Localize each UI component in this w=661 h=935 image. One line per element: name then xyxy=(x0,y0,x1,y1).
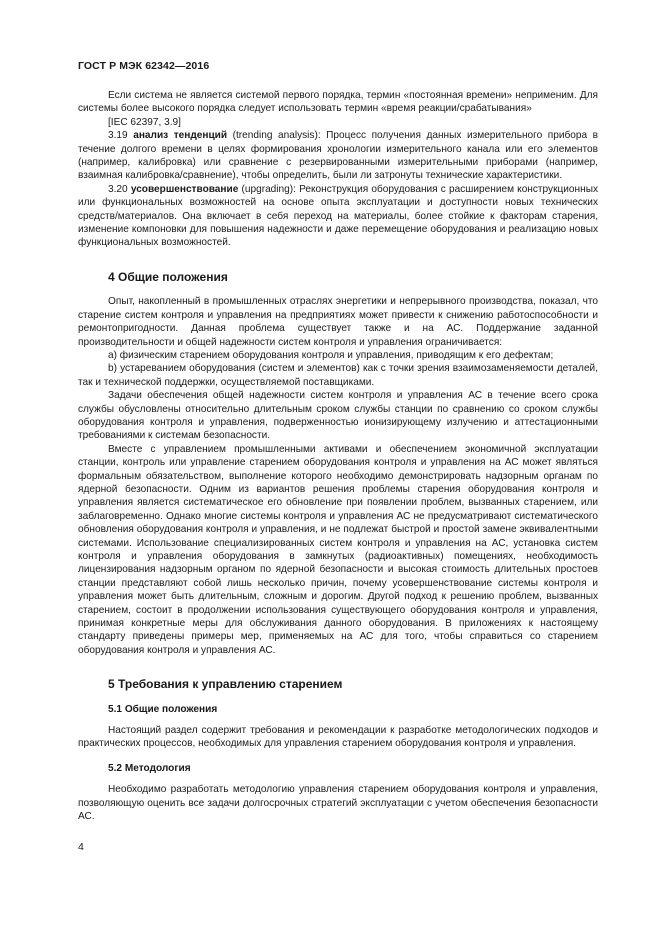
section-5-2-heading: 5.2 Методология xyxy=(108,762,191,774)
reference-iec-62397: [IEC 62397, 3.9] xyxy=(108,116,181,128)
term-number: 3.20 xyxy=(108,183,128,195)
section-4-paragraph-3: Вместе с управлением промышленными активами и обеспечением экономичной эксплуатации станции, контроль или управление старением оборудования контроля и управления на АС может являться формальным обязательством, выполнение которого необходимо демонстрировать надзорным органам по ядерной безопасности. Одним из вариантов решения проблемы старения оборудования контроля и управления является систематическое его обновление при появлении проблем, вызванных старением, или заблаговременно. Однако многие системы контроля и управления АС не предусматривают систематического обновления оборудования контроля и управления, и не подлежат быстрой и простой замене эквивалентными системами. Использование специализированных систем контроля и управления на АС, установка систем контроля и управления оборудования в замкнутых (радиоактивных) помещениях, необходимость лицензирования надзорным органом по ядерной безопасности и высокая стоимость длительных простоев станции представляют собой лишь несколько причин, почему усовершенствование системы контроля и управления может быть длительным, сложным и дорогим. Другой подход к решению проблем, вызванных старением, состоит в продолжении использования существующего оборудования контроля и управления, принимая конкретные меры для обслуживания данного оборудования. В приложениях к настоящему стандарту приведены примеры мер, применяемых на АС для того, чтобы справиться со старением оборудования контроля и управления АС. xyxy=(78,443,598,656)
page-number: 4 xyxy=(78,841,84,853)
term-3-19 xyxy=(78,129,598,183)
section-4-item-b: b) устареванием оборудования (систем и элементов) как с точки зрения взаимозаменяемости деталей, так и технической поддержки, осуществляемой поставщиками. xyxy=(78,363,598,388)
term-number: 3.19 xyxy=(108,130,128,142)
page-content xyxy=(78,89,598,824)
section-5-2-text: Необходимо разработать методологию управления старением оборудования контроля и управления, позволяющую оценить все задачи долгосрочных стратегий эксплуатации с учетом обеспечения безопасности АС. xyxy=(78,784,598,823)
section-5-1-heading: 5.1 Общие положения xyxy=(108,703,218,715)
term-definition: (upgrading): Реконструкция оборудования с расширением конструкционных или функциональных возможностей на основе опыта эксплуатации и доступности новых технических средств/материалов. Она включает в себя переход на материалы, более стойкие к факторам старения, изменение компоновки для повышения надежности и даже перемещение оборудования и реализацию новых функциональных возможностей. xyxy=(78,183,598,249)
section-5-1-text: Настоящий раздел содержит требования и рекомендации к разработке методологических подходов и практических процессов, необходимых для управления старением оборудования контроля и управления. xyxy=(78,725,598,750)
term-title: усовершенствование xyxy=(130,183,239,195)
paragraph-time-constant-note: Если система не является системой первого порядка, термин «постоянная времени» неприменим. Для системы более высокого порядка следует использовать термин «время реакции/срабатывания» xyxy=(78,90,598,115)
section-4-paragraph-1: Опыт, накопленный в промышленных отраслях энергетики и непрерывного производства, показал, что старение систем контроля и управления на предприятиях может привести к снижению работоспособности и ремонтопригодности. Данная проблема существует также и на АС. Поддержание заданной производительности и общей надежности систем контроля и управления ограничивается: xyxy=(78,296,598,348)
document-header: ГОСТ Р МЭК 62342—2016 xyxy=(78,60,210,72)
term-3-20 xyxy=(78,183,598,250)
section-4-item-a: a) физическим старением оборудования контроля и управления, приводящим к его дефектам; xyxy=(108,349,554,361)
section-5-heading: 5 Требования к управлению старением xyxy=(108,677,343,692)
section-4-paragraph-2: Задачи обеспечения общей надежности систем контроля и управления АС в течение всего срока службы обусловлены относительно длительным сроком службы станции по сравнению со сроком службы оборудования контроля и управления, подверженностью ионизирующему излучению и аттестационными требованиями к системам безопасности. xyxy=(78,390,598,442)
term-title: анализ тенденций xyxy=(133,130,228,142)
term-definition: (trending analysis): Процесс получения данных измерительного прибора в течение долгого времени в целях формирования хронологии измерительного канала или его элементов (например, калибровка) или сравнение с резервированными измерительными приборами (например, взаимная калибровка/сравнение), чтобы определить, были ли затронуты технические характеристики. xyxy=(78,130,598,182)
section-4-heading: 4 Общие положения xyxy=(108,269,228,284)
